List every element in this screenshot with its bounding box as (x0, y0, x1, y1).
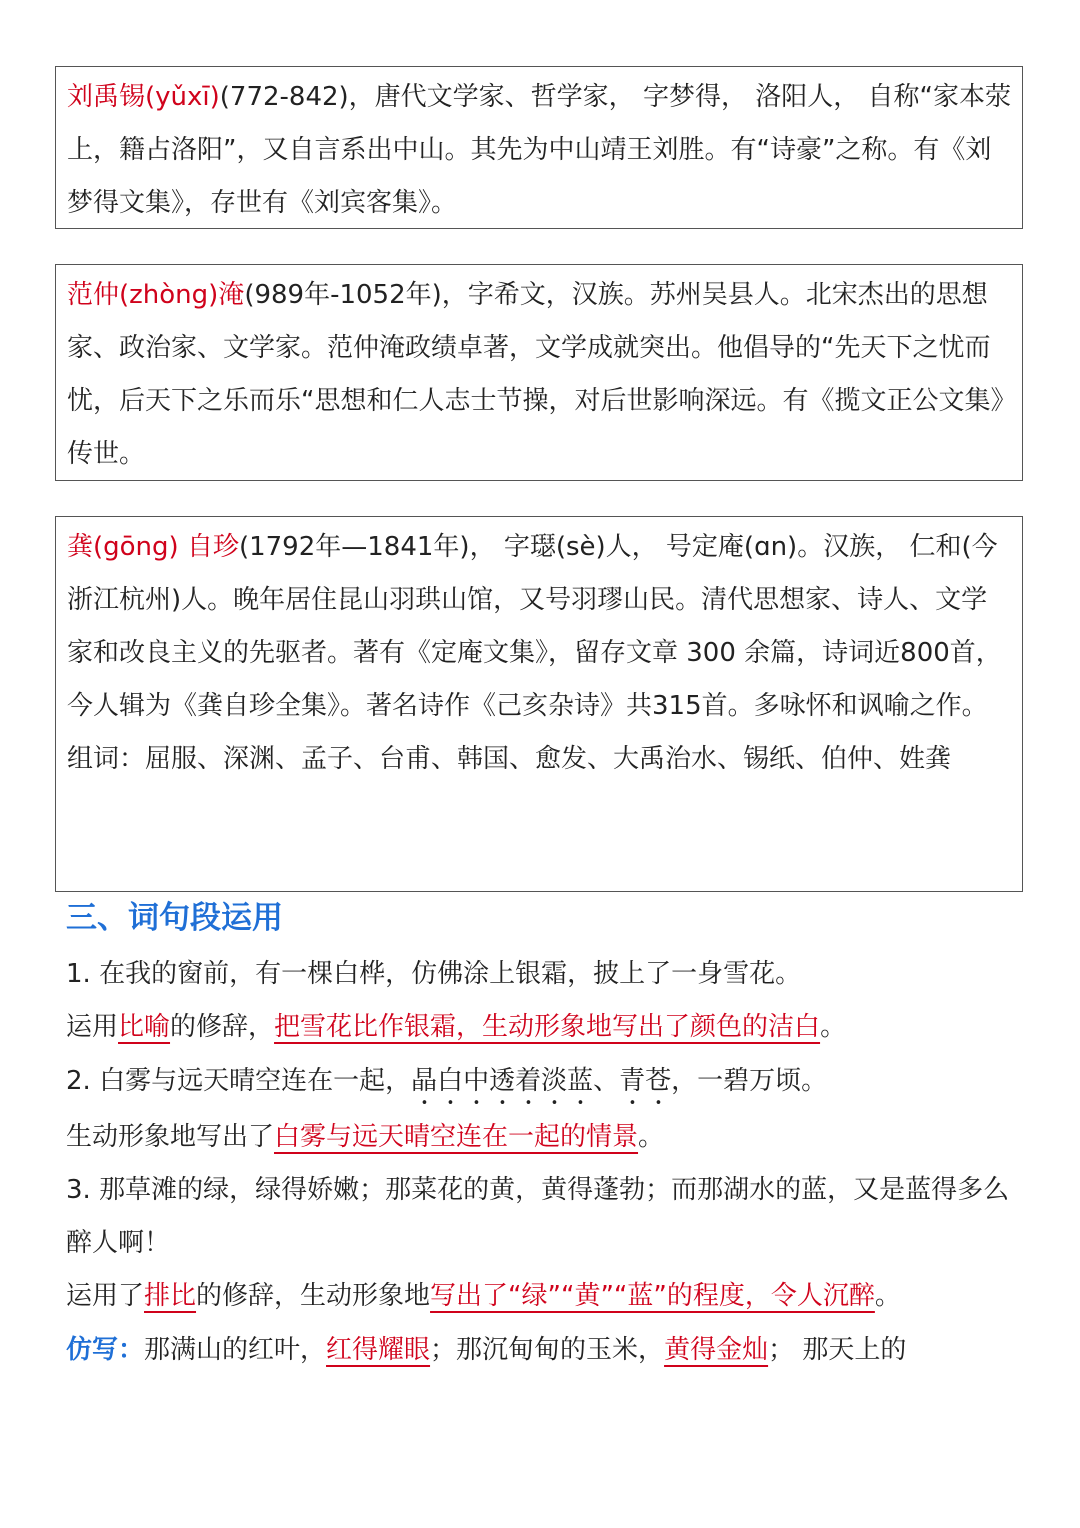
answer-explanation: 写出了“绿”“黄”“蓝”的程度，令人沉醉 (430, 1281, 875, 1312)
answer-text: 的修辞， (170, 1012, 275, 1043)
imitation-answer: 黄得金灿 (664, 1334, 769, 1365)
bio-box-liu-yuxi (55, 66, 1023, 229)
answer-text: 。 (638, 1121, 665, 1152)
imitation-text: ； 那天上的 (768, 1334, 907, 1365)
imitation-line (66, 1324, 1016, 1377)
bio-box-fan-zhongyan (55, 264, 1023, 481)
answer-text: 生动形象地写出了 (66, 1121, 275, 1152)
bio-text: (989年-1052年)，字希文，汉族。苏州吴县人。北宋杰出的思想家、政治家、文学家。范仲淹政绩卓著，文学成就突出。他倡导的“先天下之忧而忧，后天下之乐而乐“思想和仁人志士节操，对后世影响深远。有《揽文正公文集》传世。 (67, 280, 1004, 469)
imitation-label: 仿写： (66, 1334, 145, 1365)
word-group (67, 733, 1012, 786)
answer-keyword: 比喻 (118, 1012, 171, 1043)
answer-text: 运用了 (66, 1281, 145, 1312)
bio-name: 龚(gōng) 自珍 (67, 532, 239, 562)
exercise-2-sentence (66, 1055, 1016, 1111)
bio-name: 范仲(zhòng)淹 (67, 280, 245, 310)
bio-text: (1792年—1841年)， 字璱(sè)人， 号定庵(ɑn)。汉族， 仁和(今浙江杭州)人。晚年居住昆山羽珙山馆，又号羽璆山民。清代思想家、诗人、文学家和改良主义的先驱者。著有《定庵文集》，留存文章 300 余篇，诗词近800首，今人辑为《龚自珍全集》。著名诗作《己亥杂诗》共315首。多咏怀和讽喻之作。 (67, 532, 1002, 721)
exercise-1-answer (66, 1001, 1016, 1054)
exercise-1-sentence: 1. 在我的窗前，有一棵白桦，仿佛涂上银霜，披上了一身雪花。 (66, 959, 802, 989)
bio-text: (772-842)，唐代文学家、哲学家， 字梦得， 洛阳人， 自称“家本荥上，籍占洛阳”，又自言系出中山。其先为中山靖王刘胜。有“诗豪”之称。有《刘梦得文集》，存世有《刘宾客集》。 (67, 82, 1011, 218)
answer-text: 。 (820, 1012, 847, 1043)
emphasized-phrase: 晶白中透着淡蓝、青苍 (411, 1065, 672, 1096)
sentence-text: 2. 白雾与远天晴空连在一起， (66, 1065, 412, 1096)
section-heading: 三、词句段运用 (66, 900, 283, 936)
imitation-text: ；那沉甸甸的玉米， (430, 1334, 665, 1365)
bio-box-gong-zizhen (55, 516, 1023, 892)
sentence-text: ，一碧万顷。 (671, 1065, 828, 1096)
imitation-answer: 红得耀眼 (326, 1334, 431, 1365)
exercise-list (66, 948, 1016, 1377)
answer-keyword: 排比 (144, 1281, 197, 1312)
exercise-2-answer (66, 1111, 1016, 1164)
answer-text: 运用 (66, 1012, 119, 1043)
answer-explanation: 白雾与远天晴空连在一起的情景 (274, 1121, 639, 1152)
word-group-label: 组词： (67, 744, 146, 774)
answer-text: 的修辞，生动形象地 (196, 1281, 431, 1312)
bio-name: 刘禹锡(yǔxī) (67, 82, 220, 112)
word-group-list: 屈服、深渊、孟子、台甫、韩国、愈发、大禹治水、锡纸、伯仲、姓龚 (145, 744, 952, 774)
exercise-3-answer (66, 1270, 1016, 1323)
exercise-3-sentence: 3. 那草滩的绿，绿得娇嫩；那菜花的黄，黄得蓬勃；而那湖水的蓝，又是蓝得多么醉人啊！ (66, 1174, 1010, 1259)
answer-text: 。 (874, 1281, 901, 1312)
answer-explanation: 把雪花比作银霜，生动形象地写出了颜色的洁白 (274, 1012, 821, 1043)
imitation-text: 那满山的红叶， (144, 1334, 327, 1365)
